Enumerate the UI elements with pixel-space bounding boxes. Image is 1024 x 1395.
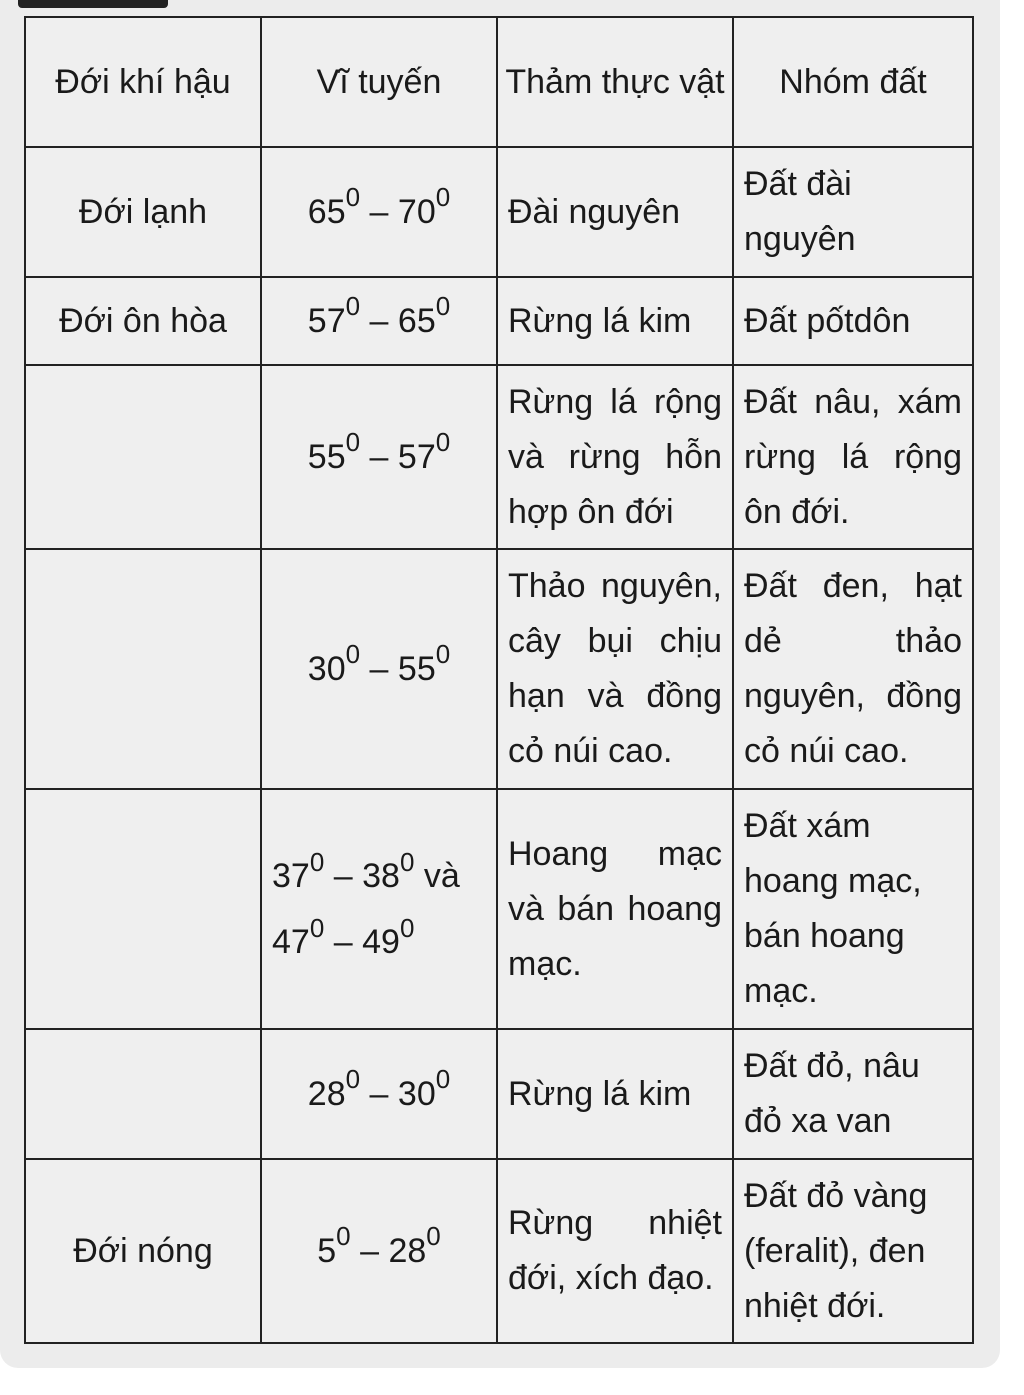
cell-soil-group: Đất đỏ vàng (feralit), đen nhiệt đới. [733, 1159, 973, 1343]
latitude-range [307, 1064, 451, 1113]
header-soil-group: Nhóm đất [733, 17, 973, 147]
cell-latitude [261, 1029, 497, 1159]
latitude-end: 38 [362, 857, 400, 895]
latitude-start: 65 [307, 192, 346, 231]
latitude-range [307, 291, 451, 340]
degree-mark: 0 [399, 912, 415, 943]
cell-soil-group: Đất pốtdôn [733, 277, 973, 365]
latitude-end: 70 [397, 192, 436, 231]
degree-mark: 0 [345, 1064, 361, 1095]
cell-latitude [261, 147, 497, 277]
latitude-range [307, 639, 451, 688]
cell-vegetation: Hoang mạc và bán hoang mạc. [497, 789, 733, 1029]
degree-mark: 0 [435, 291, 451, 322]
latitude-range [307, 427, 451, 476]
cell-latitude [261, 1159, 497, 1343]
footer-cropped [18, 1378, 518, 1395]
latitude-start: 37 [272, 857, 310, 895]
degree-mark: 0 [435, 427, 451, 458]
range-dash: – [360, 192, 398, 231]
latitude-range [272, 912, 415, 961]
latitude-start: 30 [307, 649, 346, 688]
cell-climate-zone: Đới ôn hòa [25, 277, 261, 365]
cell-soil-group: Đất nâu, xám rừng lá rộng ôn đới. [733, 365, 973, 549]
table-row [25, 1159, 973, 1343]
table-row [25, 277, 973, 365]
degree-mark: 0 [309, 846, 325, 877]
degree-mark: 0 [435, 1064, 451, 1095]
cell-vegetation: Rừng lá kim [497, 1029, 733, 1159]
degree-mark: 0 [345, 291, 361, 322]
range-dash: – [360, 1074, 398, 1113]
latitude-end: 49 [362, 923, 400, 961]
range-dash: – [350, 1231, 389, 1270]
cell-vegetation: Rừng nhiệt đới, xích đạo. [497, 1159, 733, 1343]
cell-soil-group: Đất đỏ, nâu đỏ xa van [733, 1029, 973, 1159]
table-row [25, 789, 973, 1029]
cell-climate-zone [25, 365, 261, 549]
cell-climate-zone: Đới nóng [25, 1159, 261, 1343]
latitude-end: 30 [397, 1074, 436, 1113]
degree-mark: 0 [345, 182, 361, 213]
header-row [25, 17, 973, 147]
latitude-range [307, 182, 451, 231]
header-vegetation: Thảm thực vật [497, 17, 733, 147]
degree-mark: 0 [309, 912, 325, 943]
cell-latitude [261, 277, 497, 365]
latitude-end: 55 [397, 649, 436, 688]
range-dash: – [324, 857, 363, 895]
latitude-end: 57 [397, 437, 436, 476]
table-row [25, 549, 973, 789]
header-latitude: Vĩ tuyến [261, 17, 497, 147]
latitude-start: 55 [307, 437, 346, 476]
table-row [25, 147, 973, 277]
cell-climate-zone [25, 789, 261, 1029]
latitude-end: 28 [388, 1231, 427, 1270]
latitude-start: 5 [317, 1231, 337, 1270]
cell-soil-group: Đất xám hoang mạc, bán hoang mạc. [733, 789, 973, 1029]
table-row [25, 365, 973, 549]
cell-latitude [261, 365, 497, 549]
range-dash: – [324, 923, 363, 961]
cell-climate-zone: Đới lạnh [25, 147, 261, 277]
latitude-end: 65 [397, 301, 436, 340]
cell-climate-zone [25, 1029, 261, 1159]
latitude-range [272, 846, 415, 895]
cell-vegetation: Thảo nguyên, cây bụi chịu hạn và đồng cỏ núi cao. [497, 549, 733, 789]
degree-mark: 0 [399, 846, 415, 877]
degree-mark: 0 [345, 639, 361, 670]
latitude-start: 28 [307, 1074, 346, 1113]
header-climate-zone: Đới khí hậu [25, 17, 261, 147]
latitude-start: 57 [307, 301, 346, 340]
cell-vegetation: Rừng lá kim [497, 277, 733, 365]
degree-mark: 0 [336, 1221, 351, 1252]
table-row [25, 1029, 973, 1159]
degree-mark: 0 [426, 1221, 441, 1252]
range-dash: – [360, 649, 398, 688]
latitude-connector: và [414, 857, 460, 895]
cell-soil-group: Đất đài nguyên [733, 147, 973, 277]
cell-vegetation: Đài nguyên [497, 147, 733, 277]
cell-soil-group: Đất đen, hạt dẻ thảo nguyên, đồng cỏ núi cao. [733, 549, 973, 789]
cell-latitude [261, 549, 497, 789]
climate-zone-table [24, 16, 974, 1344]
cropped-heading-fragment [18, 0, 168, 8]
latitude-range [317, 1221, 441, 1270]
degree-mark: 0 [345, 427, 361, 458]
cell-climate-zone [25, 549, 261, 789]
range-dash: – [360, 301, 398, 340]
degree-mark: 0 [435, 639, 451, 670]
degree-mark: 0 [435, 182, 451, 213]
latitude-start: 47 [272, 923, 310, 961]
cell-vegetation: Rừng lá rộng và rừng hỗn hợp ôn đới [497, 365, 733, 549]
range-dash: – [360, 437, 398, 476]
cell-latitude [261, 789, 497, 1029]
